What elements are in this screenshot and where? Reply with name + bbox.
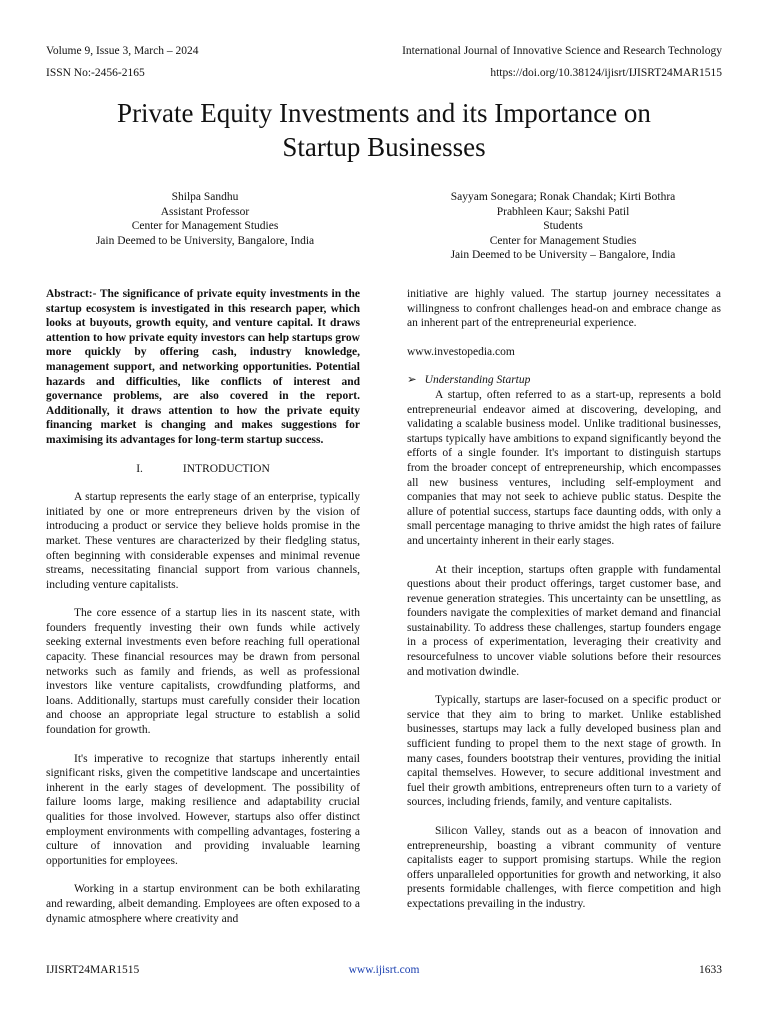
body-paragraph: At their inception, startups often grapple with fundamental questions about their product offerings, target customer base, and revenue generation strategies. This uncertainty can be unsettling, as founders navigate the complexities of market demand and financial sustainability. To address these challenges, startup founders engage in a process of experimentation, leveraging their creativity and resourcefulness to uncover viable solutions before their resources and motivation dwindle. <box>407 563 721 678</box>
author-names: Prabhleen Kaur; Sakshi Patil <box>496 205 630 218</box>
author-affiliation: Jain Deemed to be University, Bangalore, India <box>95 234 315 247</box>
journal-name: International Journal of Innovative Science and Research Technology <box>402 45 722 57</box>
author-role: Students <box>543 220 583 233</box>
author-name: Shilpa Sandhu <box>171 191 239 203</box>
title-line-1: Private Equity Investments and its Importance on <box>117 98 651 128</box>
author-names: Sayyam Sonegara; Ronak Chandak; Kirti Bothra <box>450 191 676 203</box>
author-role: Assistant Professor <box>160 205 250 218</box>
body-paragraph: Silicon Valley, stands out as a beacon of innovation and entrepreneurship, boasting a vibrant community of venture capitalists eager to support promising startups. While the region offers unparalleled opportunities for growth and networking, it also presents formidable challenges, with fierce competition and high expectations prevailing in the industry. <box>407 825 721 910</box>
volume-info: Volume 9, Issue 3, March – 2024 <box>46 45 199 57</box>
body-paragraph: Working in a startup environment can be both exhilarating and rewarding, albeit demanding. Employees are often exposed to a dynamic atmosphere where creativity and <box>46 883 360 925</box>
author-block-left <box>60 190 350 248</box>
title-line-2: Startup Businesses <box>282 132 486 162</box>
subsection-heading <box>407 373 721 388</box>
body-paragraph: It's imperative to recognize that startups inherently entail significant risks, given the competitive landscape and uncertainties inherent in the early stages of development. The possibility of failure looms large, making resilience and adaptability crucial qualities for those involved. However, startups also offer distinct employment environments with compelling advantages, fostering a culture of innovation and providing invaluable learning opportunities for employees. <box>46 752 360 867</box>
right-column <box>407 287 721 912</box>
section-heading <box>46 462 360 477</box>
body-paragraph: The core essence of a startup lies in its nascent state, with founders frequently investing their own funds while actively seeking external investments even before reaching full operational capacity. These financial resources may be drawn from personal networks such as family and friends, as well as professional investors like venture capitalists, crowdfunding platforms, and loans. Additionally, startups must carefully consider their location and choose an appropriate legal structure to establish a solid foundation for growth. <box>46 607 360 737</box>
section-title: INTRODUCTION <box>182 462 270 475</box>
footer-site-link[interactable]: www.ijisrt.com <box>348 964 420 976</box>
author-block-right <box>410 190 716 263</box>
issn: ISSN No:-2456-2165 <box>46 67 145 79</box>
author-affiliation: Jain Deemed to be University – Bangalore, India <box>450 249 676 262</box>
left-column <box>46 287 360 926</box>
arrow-bullet-icon: ➢ <box>407 374 417 387</box>
paper-title <box>40 96 728 164</box>
body-paragraph-continued: initiative are highly valued. The startup journey necessitates a willingness to confront challenges head-on and embrace change as an inherent part of the entrepreneurial experience. <box>407 288 721 330</box>
author-department: Center for Management Studies <box>489 234 637 247</box>
body-paragraph: A startup represents the early stage of an enterprise, typically initiated by one or more entrepreneurs driven by the vision of introducing a product or service they believe holds promise in the market. These ventures are characterized by their fledgling status, often beginning with considerable expenses and minimal revenue streams, necessitating financial support from various channels, including venture capitalists. <box>46 491 360 591</box>
footer-paper-code: IJISRT24MAR1515 <box>46 964 140 976</box>
author-department: Center for Management Studies <box>131 220 279 233</box>
doi-link[interactable]: https://doi.org/10.38124/ijisrt/IJISRT24MAR1515 <box>490 67 722 79</box>
section-number: I. <box>136 462 143 475</box>
abstract: Abstract:- The significance of private equity investments in the startup ecosystem is investigated in this research paper, which looks at buyouts, growth equity, and venture capital. It draws attention to how private equity investors can help startups grow more quickly by offering cash, industry knowledge, management support, and networking opportunities. Potential hazards and difficulties, like conflicts of interest and governance problems, are also covered in the report. Additionally, it draws attention to how the private equity financing market is changing and makes suggestions for maximising its advantages for long-term startup success. <box>46 288 360 446</box>
body-paragraph: A startup, often referred to as a start-up, represents a bold entrepreneurial endeavor aimed at discovering, developing, and validating a scalable business model. Unlike traditional businesses, startups typically have ambitions to expand significantly beyond the efforts of a single founder. It's important to distinguish startups from the broader concept of entrepreneurship, which encompasses all new business ventures, including self-employment and companies that may not seek to achieve public status. Despite the allure of potential success, startups face daunting odds, with only a small percentage managing to thrive amidst the high rates of failure and uncertainty inherent in their early stages. <box>407 388 721 547</box>
page-number: 1633 <box>699 964 722 976</box>
body-paragraph: Typically, startups are laser-focused on a specific product or service that they aim to bring to market. Unlike established businesses, startups may lack a fully developed business plan and sufficient funding to propel them to the next stage of growth. In many cases, founders bootstrap their ventures, providing the initial capital themselves. However, to secure additional investment and fuel their growth ambitions, entrepreneurs often turn to a variety of sources, including friends, family, and venture capitalists. <box>407 694 721 809</box>
subsection-title: Understanding Startup <box>424 374 531 387</box>
source-link[interactable]: www.investopedia.com <box>407 345 515 358</box>
